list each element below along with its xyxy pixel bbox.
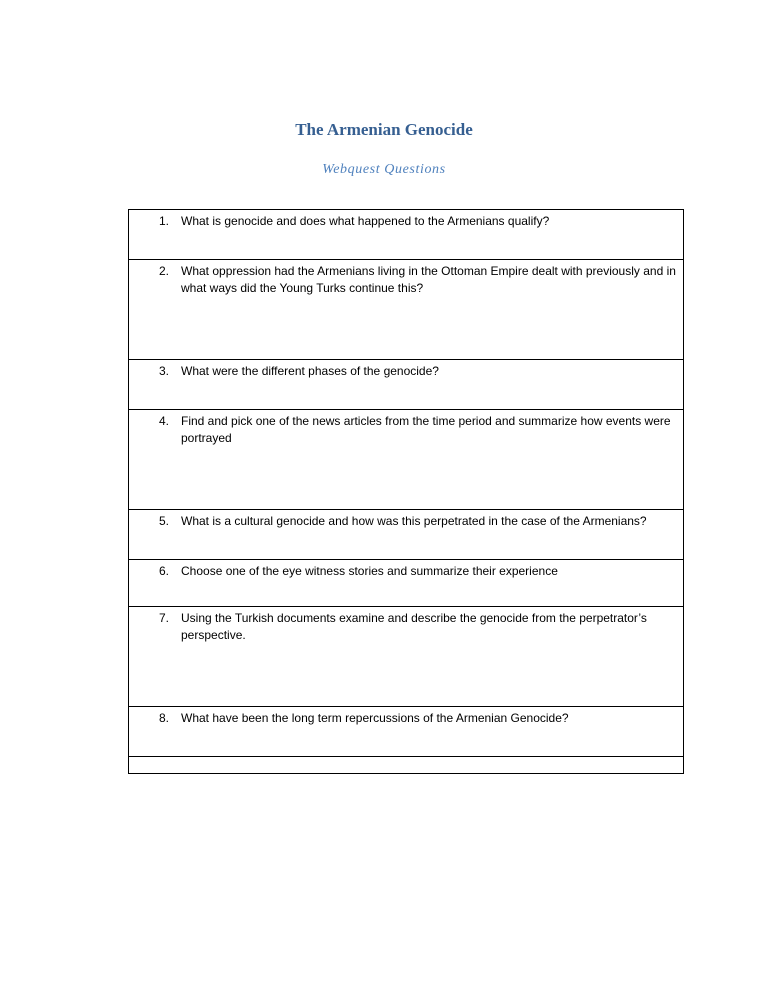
question-text: What is genocide and does what happened to the Armenians qualify? <box>181 214 550 228</box>
question-cell <box>129 560 684 607</box>
question-text: What have been the long term repercussions of the Armenian Genocide? <box>181 711 569 725</box>
question-number: 1. <box>158 214 169 228</box>
question-row <box>129 560 684 607</box>
question-cell <box>129 210 684 260</box>
question-cell <box>129 410 684 510</box>
document-subtitle: Webquest Questions <box>322 162 446 177</box>
question-text: Choose one of the eye witness stories and summarize their experience <box>181 564 558 578</box>
question-number: 2. <box>158 264 169 278</box>
question-row <box>129 210 684 260</box>
question-cell <box>129 707 684 757</box>
question-number: 6. <box>158 564 169 578</box>
empty-cell <box>129 757 684 774</box>
question-number: 7. <box>158 611 169 625</box>
question-cell <box>129 510 684 560</box>
question-number: 5. <box>158 514 169 528</box>
question-text: Using the Turkish documents examine and describe the genocide from the perpetrator’s perspective. <box>181 611 647 642</box>
questions-table <box>128 209 684 774</box>
question-row <box>129 360 684 410</box>
question-number: 8. <box>158 711 169 725</box>
question-text: What were the different phases of the genocide? <box>181 364 439 378</box>
question-cell <box>129 260 684 360</box>
question-row <box>129 260 684 360</box>
question-row <box>129 510 684 560</box>
document-title: The Armenian Genocide <box>295 120 473 139</box>
question-cell <box>129 360 684 410</box>
question-row <box>129 607 684 707</box>
question-text: What oppression had the Armenians living in the Ottoman Empire dealt with previously and in what ways did the Young Turks continue this? <box>181 264 676 295</box>
question-number: 4. <box>158 414 169 428</box>
question-text: Find and pick one of the news articles from the time period and summarize how events were portrayed <box>181 414 671 445</box>
question-row <box>129 707 684 757</box>
question-cell <box>129 607 684 707</box>
question-number: 3. <box>158 364 169 378</box>
question-text: What is a cultural genocide and how was this perpetrated in the case of the Armenians? <box>181 514 647 528</box>
question-row <box>129 410 684 510</box>
empty-row <box>129 757 684 774</box>
